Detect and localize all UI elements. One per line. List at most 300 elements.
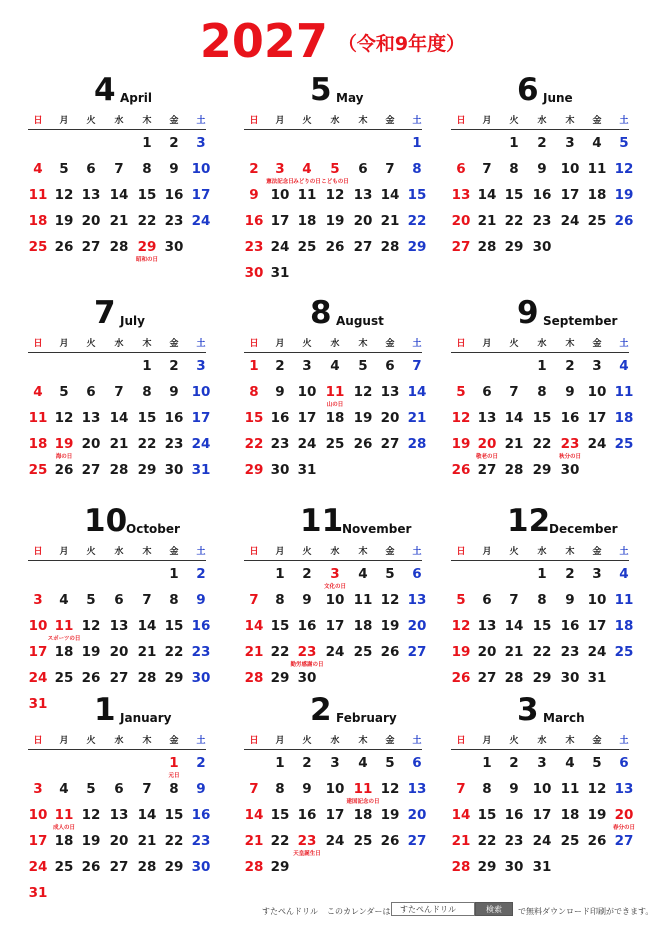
month-number: 6	[517, 72, 539, 108]
day-number: 24	[191, 213, 211, 229]
day-cell	[161, 187, 187, 203]
day-number: 21	[380, 213, 400, 229]
day-cell	[78, 592, 104, 608]
day-number: 20	[109, 833, 129, 849]
day-cell	[529, 566, 555, 582]
day-number: 4	[33, 384, 43, 400]
day-cell	[448, 807, 474, 823]
day-cell	[584, 135, 610, 151]
day-number: 5	[358, 358, 368, 374]
day-number: 9	[169, 161, 179, 177]
day-cell	[294, 462, 320, 478]
month-header	[28, 501, 206, 539]
day-cell	[134, 644, 160, 660]
day-number: 26	[614, 213, 634, 229]
weekday-label: 火	[86, 736, 96, 746]
day-cell	[25, 161, 51, 177]
weekday-label: 火	[302, 547, 312, 557]
day-number: 24	[560, 213, 580, 229]
day-cell	[134, 618, 160, 634]
day-number: 31	[270, 265, 290, 281]
day-number: 25	[54, 670, 74, 686]
day-cell	[404, 592, 430, 608]
day-cell	[51, 781, 77, 797]
day-cell	[25, 436, 51, 452]
holiday-label: 憲法記念日	[266, 179, 294, 185]
month-name: September	[543, 314, 618, 328]
footer-search-button[interactable]: 検索	[475, 902, 513, 916]
day-number: 21	[244, 833, 264, 849]
day-number: 10	[325, 592, 345, 608]
day-cell	[134, 859, 160, 875]
day-cell	[51, 859, 77, 875]
day-cell	[241, 384, 267, 400]
day-number: 7	[114, 161, 124, 177]
day-number: 29	[407, 239, 427, 255]
day-number: 29	[164, 670, 184, 686]
day-number: 9	[196, 592, 206, 608]
footer-site-name: すたぺんドリル	[262, 907, 318, 916]
day-number: 22	[270, 644, 290, 660]
day-cell	[134, 410, 160, 426]
day-number: 24	[587, 644, 607, 660]
day-number: 8	[537, 384, 547, 400]
day-cell	[78, 670, 104, 686]
day-cell	[501, 187, 527, 203]
weekday-label: 水	[330, 736, 340, 746]
day-cell	[78, 644, 104, 660]
day-cell	[51, 410, 77, 426]
day-cell	[25, 410, 51, 426]
day-cell	[350, 618, 376, 634]
month-header	[451, 501, 629, 539]
day-cell	[294, 755, 320, 771]
day-cell	[404, 807, 430, 823]
day-number: 25	[353, 644, 373, 660]
day-cell	[293, 161, 321, 185]
day-cell	[584, 384, 610, 400]
day-cell	[584, 592, 610, 608]
day-number: 12	[380, 592, 400, 608]
day-number: 10	[28, 618, 48, 634]
day-cell	[474, 781, 500, 797]
day-cell	[241, 618, 267, 634]
day-cell	[557, 833, 583, 849]
day-cell	[350, 161, 376, 177]
day-number: 22	[244, 436, 264, 452]
day-number: 18	[587, 187, 607, 203]
day-number: 7	[385, 161, 395, 177]
weekday-header-row	[28, 540, 206, 561]
day-cell	[350, 807, 376, 823]
day-number: 14	[477, 187, 497, 203]
weekday-label: 水	[114, 547, 124, 557]
day-number: 22	[270, 833, 290, 849]
day-cell	[267, 644, 293, 660]
day-cell	[290, 644, 324, 668]
weekday-header-row	[244, 109, 422, 130]
day-cell	[529, 358, 555, 374]
day-cell	[350, 436, 376, 452]
day-cell	[611, 135, 637, 151]
holiday-label: 昭和の日	[135, 257, 159, 263]
day-cell	[557, 187, 583, 203]
day-cell	[322, 644, 348, 660]
day-number: 13	[81, 410, 101, 426]
day-number: 22	[532, 436, 552, 452]
day-number: 12	[380, 781, 400, 797]
day-number: 21	[137, 833, 157, 849]
day-number: 22	[477, 833, 497, 849]
day-number: 14	[137, 807, 157, 823]
weekday-label: 金	[592, 339, 602, 349]
weekday-label: 火	[509, 116, 519, 126]
day-cell	[611, 833, 637, 849]
day-number: 12	[54, 187, 74, 203]
day-cell	[267, 462, 293, 478]
weekday-label: 木	[565, 116, 575, 126]
day-cell	[474, 161, 500, 177]
day-number: 23	[191, 833, 211, 849]
day-number: 28	[109, 239, 129, 255]
day-cell	[377, 161, 403, 177]
day-number: 30	[270, 462, 290, 478]
day-number: 10	[587, 384, 607, 400]
weekday-label: 水	[537, 547, 547, 557]
day-number: 30	[532, 239, 552, 255]
day-cell	[78, 187, 104, 203]
day-number: 24	[191, 436, 211, 452]
day-number: 16	[297, 618, 317, 634]
day-cell	[241, 781, 267, 797]
month-name: January	[120, 711, 172, 725]
day-number: 5	[456, 592, 466, 608]
month-name: October	[126, 522, 180, 536]
weekday-label: 水	[537, 339, 547, 349]
day-number: 23	[532, 213, 552, 229]
day-cell	[294, 410, 320, 426]
day-cell	[322, 592, 348, 608]
day-cell	[529, 807, 555, 823]
day-cell	[350, 566, 376, 582]
day-cell	[106, 384, 132, 400]
day-cell	[161, 436, 187, 452]
day-number: 16	[191, 807, 211, 823]
day-cell	[377, 384, 403, 400]
day-number: 11	[297, 187, 317, 203]
weekday-label: 火	[86, 116, 96, 126]
day-number: 26	[451, 670, 471, 686]
month-header	[244, 501, 422, 539]
weekday-label: 月	[482, 736, 492, 746]
month-name: April	[120, 91, 153, 105]
day-number: 22	[164, 644, 184, 660]
day-cell	[78, 859, 104, 875]
day-cell	[501, 781, 527, 797]
weekday-label: 火	[509, 736, 519, 746]
day-number: 30	[504, 859, 524, 875]
day-number: 10	[325, 781, 345, 797]
weekday-label: 火	[302, 339, 312, 349]
day-number: 30	[191, 859, 211, 875]
weekday-label: 火	[509, 547, 519, 557]
day-cell	[377, 213, 403, 229]
weekday-label: 日	[33, 547, 43, 557]
day-cell	[161, 135, 187, 151]
day-number: 15	[532, 618, 552, 634]
day-cell	[241, 807, 267, 823]
day-number: 27	[81, 239, 101, 255]
day-number: 7	[114, 384, 124, 400]
day-number: 3	[196, 358, 206, 374]
day-cell	[474, 670, 500, 686]
day-number: 22	[164, 833, 184, 849]
weekday-label: 土	[619, 547, 629, 557]
day-number: 18	[28, 213, 48, 229]
day-cell	[25, 781, 51, 797]
weekday-label: 水	[537, 116, 547, 126]
day-number: 15	[532, 410, 552, 426]
day-cell	[51, 670, 77, 686]
day-number: 10	[270, 187, 290, 203]
day-cell	[134, 807, 160, 823]
weekday-header-row	[244, 540, 422, 561]
day-cell	[377, 592, 403, 608]
day-number: 2	[537, 135, 547, 151]
day-cell	[188, 213, 214, 229]
day-number: 19	[353, 410, 373, 426]
day-number: 13	[81, 187, 101, 203]
day-cell	[106, 592, 132, 608]
day-cell	[377, 755, 403, 771]
day-number: 27	[451, 239, 471, 255]
day-number: 20	[614, 807, 634, 823]
day-cell	[188, 358, 214, 374]
day-cell	[404, 436, 430, 452]
day-cell	[404, 187, 430, 203]
day-cell	[322, 384, 348, 408]
day-number: 11	[353, 781, 373, 797]
day-cell	[557, 436, 583, 460]
weekday-label: 木	[142, 547, 152, 557]
day-cell	[557, 670, 583, 686]
title-year: 2027	[199, 14, 328, 68]
day-cell	[267, 781, 293, 797]
day-cell	[294, 807, 320, 823]
day-cell	[188, 410, 214, 426]
day-cell	[51, 462, 77, 478]
day-number: 27	[81, 462, 101, 478]
day-cell	[377, 807, 403, 823]
day-cell	[584, 618, 610, 634]
day-cell	[404, 135, 430, 151]
day-number: 7	[509, 384, 519, 400]
month-name: November	[342, 522, 412, 536]
day-number: 29	[270, 670, 290, 686]
day-cell	[25, 592, 51, 608]
month-block	[244, 690, 427, 875]
day-cell	[78, 436, 104, 452]
day-cell	[134, 781, 160, 797]
day-number: 25	[297, 239, 317, 255]
footer-search-box[interactable]: すたぺんドリル	[391, 902, 475, 916]
day-number: 17	[28, 644, 48, 660]
day-number: 14	[109, 410, 129, 426]
day-cell	[557, 384, 583, 400]
day-number: 12	[614, 161, 634, 177]
day-number: 29	[137, 462, 157, 478]
day-number: 23	[164, 436, 184, 452]
calendar-title	[0, 14, 665, 68]
day-cell	[161, 358, 187, 374]
day-cell	[557, 618, 583, 634]
day-cell	[474, 618, 500, 634]
day-cell	[25, 807, 51, 823]
day-cell	[267, 410, 293, 426]
day-number: 14	[504, 618, 524, 634]
day-number: 2	[565, 566, 575, 582]
day-cell	[188, 833, 214, 849]
day-cell	[611, 187, 637, 203]
day-number: 6	[385, 358, 395, 374]
day-cell	[322, 358, 348, 374]
day-cell	[106, 239, 132, 255]
weekday-label: 水	[114, 339, 124, 349]
day-cell	[51, 807, 77, 831]
day-number: 5	[86, 781, 96, 797]
day-number: 31	[28, 696, 48, 712]
day-number: 11	[587, 161, 607, 177]
day-cell	[501, 859, 527, 875]
day-cell	[267, 213, 293, 229]
day-number: 9	[169, 384, 179, 400]
day-cell	[584, 670, 610, 686]
day-cell	[161, 833, 187, 849]
footer	[0, 900, 665, 922]
day-cell	[584, 644, 610, 660]
day-number: 21	[407, 410, 427, 426]
day-cell	[106, 213, 132, 229]
day-number: 24	[587, 436, 607, 452]
day-number: 9	[302, 781, 312, 797]
day-cell	[106, 618, 132, 634]
weekday-label: 日	[33, 736, 43, 746]
day-number: 4	[565, 755, 575, 771]
day-cell	[350, 644, 376, 660]
day-number: 2	[275, 358, 285, 374]
day-cell	[474, 833, 500, 849]
day-cell	[161, 807, 187, 823]
day-cell	[322, 566, 348, 590]
day-number: 25	[325, 436, 345, 452]
day-cell	[350, 384, 376, 400]
weekday-label: 金	[169, 736, 179, 746]
day-cell	[134, 436, 160, 452]
day-cell	[106, 436, 132, 452]
day-cell	[501, 807, 527, 823]
day-cell	[584, 358, 610, 374]
day-cell	[474, 807, 500, 823]
weekday-label: 月	[275, 116, 285, 126]
weekday-label: 日	[249, 339, 259, 349]
day-cell	[501, 618, 527, 634]
month-number: 12	[507, 503, 551, 539]
day-number: 30	[164, 239, 184, 255]
day-number: 10	[191, 161, 211, 177]
day-number: 11	[353, 592, 373, 608]
day-cell	[322, 213, 348, 229]
day-cell	[529, 618, 555, 634]
day-number: 31	[532, 859, 552, 875]
day-cell	[611, 566, 637, 582]
day-cell	[47, 618, 81, 642]
day-cell	[611, 781, 637, 797]
day-cell	[51, 833, 77, 849]
day-cell	[106, 859, 132, 875]
day-cell	[188, 161, 214, 177]
holiday-label: 敬老の日	[475, 454, 499, 460]
day-number: 3	[592, 358, 602, 374]
day-number: 19	[380, 807, 400, 823]
day-number: 11	[560, 781, 580, 797]
day-number: 17	[560, 187, 580, 203]
day-cell	[529, 135, 555, 151]
weekday-header-row	[244, 332, 422, 353]
weekday-header-row	[28, 729, 206, 750]
day-number: 20	[407, 618, 427, 634]
day-number: 23	[164, 213, 184, 229]
day-cell	[25, 885, 51, 901]
day-number: 15	[164, 618, 184, 634]
day-cell	[241, 644, 267, 660]
day-number: 21	[451, 833, 471, 849]
weekday-label: 月	[275, 547, 285, 557]
day-number: 23	[297, 644, 317, 660]
day-number: 30	[164, 462, 184, 478]
weekday-label: 土	[619, 736, 629, 746]
weekday-label: 月	[482, 547, 492, 557]
day-cell	[267, 859, 293, 875]
weekday-label: 金	[592, 116, 602, 126]
day-number: 6	[114, 592, 124, 608]
day-number: 15	[137, 187, 157, 203]
day-number: 7	[249, 781, 259, 797]
day-cell	[161, 161, 187, 177]
month-name: December	[549, 522, 618, 536]
day-cell	[78, 781, 104, 797]
day-number: 3	[302, 358, 312, 374]
day-number: 4	[619, 566, 629, 582]
holiday-label: 建国記念の日	[346, 799, 380, 805]
day-number: 30	[560, 670, 580, 686]
day-number: 20	[81, 436, 101, 452]
day-number: 15	[477, 807, 497, 823]
day-number: 31	[587, 670, 607, 686]
day-number: 18	[353, 807, 373, 823]
day-number: 1	[275, 755, 285, 771]
day-cell	[377, 781, 403, 797]
day-number: 19	[380, 618, 400, 634]
day-number: 16	[297, 807, 317, 823]
day-number: 14	[137, 618, 157, 634]
day-cell	[322, 755, 348, 771]
day-cell	[161, 213, 187, 229]
weekday-label: 火	[86, 339, 96, 349]
day-cell	[557, 213, 583, 229]
month-block	[244, 501, 427, 686]
day-number: 13	[353, 187, 373, 203]
day-cell	[529, 592, 555, 608]
